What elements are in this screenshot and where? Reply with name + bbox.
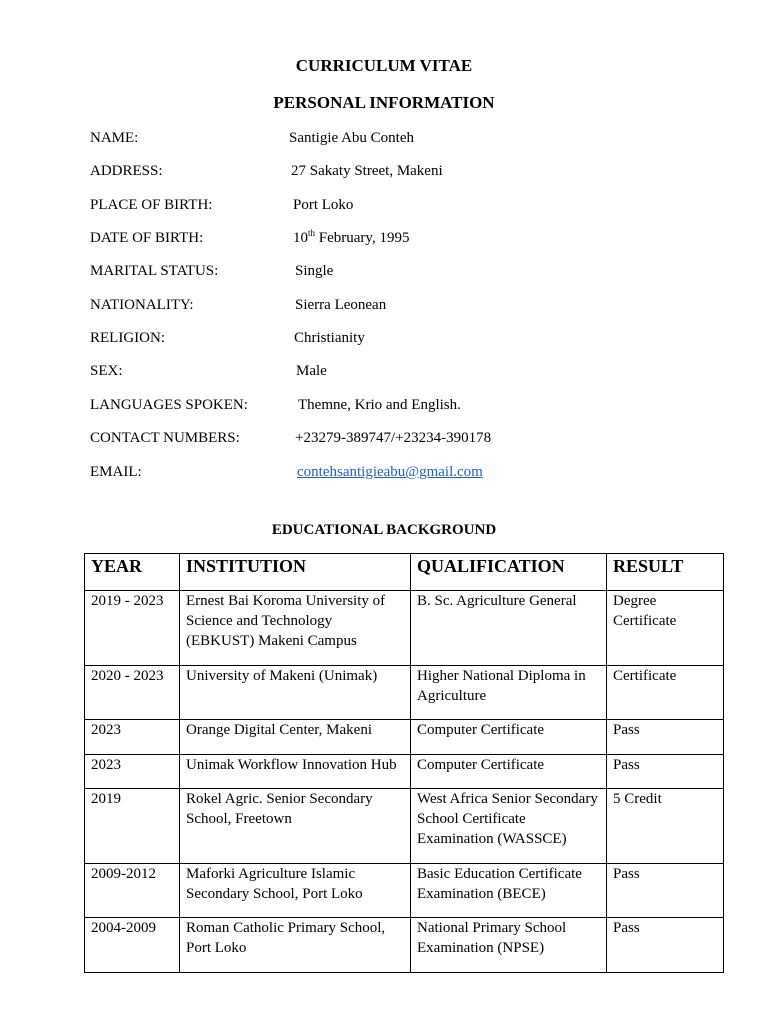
info-row-place-of-birth: [90, 195, 690, 215]
cell-year: 2004-2009: [85, 918, 180, 973]
table-header-row: [85, 554, 724, 591]
info-row-marital-status: [90, 261, 690, 281]
cell-institution: Maforki Agriculture Islamic Secondary School, Port Loko: [180, 864, 411, 918]
cell-qualification: Computer Certificate: [411, 755, 607, 789]
cell-institution: Rokel Agric. Senior Secondary School, Freetown: [180, 789, 411, 864]
personal-info-heading: PERSONAL INFORMATION: [273, 93, 495, 112]
cell-qualification: West Africa Senior Secondary School Certificate Examination (WASSCE): [411, 789, 607, 864]
info-label: EMAIL:: [90, 464, 142, 480]
info-row-name: [90, 128, 690, 148]
info-value: [293, 228, 409, 248]
info-row-contact-numbers: [90, 428, 690, 448]
info-row-religion: [90, 328, 690, 348]
cell-qualification: Basic Education Certificate Examination (BECE): [411, 864, 607, 918]
dob-ordinal: th: [308, 228, 316, 238]
cell-result: Certificate: [607, 666, 724, 720]
info-label: ADDRESS:: [90, 163, 163, 179]
table-row: [85, 591, 724, 666]
dob-day: 10: [293, 230, 308, 246]
info-row-email: [90, 462, 690, 482]
cell-result: Pass: [607, 755, 724, 789]
cell-result: Pass: [607, 720, 724, 755]
info-label: PLACE OF BIRTH:: [90, 197, 213, 213]
table-row: [85, 720, 724, 755]
info-value: Santigie Abu Conteh: [289, 130, 414, 146]
dob-rest: February, 1995: [315, 230, 410, 246]
info-label: RELIGION:: [90, 330, 165, 346]
cell-institution: University of Makeni (Unimak): [180, 666, 411, 720]
table-row: [85, 789, 724, 864]
info-value: Sierra Leonean: [295, 297, 387, 313]
cell-year: 2023: [85, 755, 180, 789]
info-value: Single: [295, 263, 334, 279]
info-label: NATIONALITY:: [90, 297, 194, 313]
table-row: [85, 918, 724, 973]
header-qualification: QUALIFICATION: [411, 554, 607, 591]
cell-result: Degree Certificate: [607, 591, 724, 666]
table-row: [85, 864, 724, 918]
header-result: RESULT: [607, 554, 724, 591]
info-label: DATE OF BIRTH:: [90, 230, 204, 246]
info-label: LANGUAGES SPOKEN:: [90, 397, 248, 413]
cell-year: 2023: [85, 720, 180, 755]
header-institution: INSTITUTION: [180, 554, 411, 591]
cell-year: 2009-2012: [85, 864, 180, 918]
email-link[interactable]: contehsantigieabu@gmail.com: [297, 464, 483, 480]
info-label: NAME:: [90, 130, 139, 146]
document-title: CURRICULUM VITAE: [295, 56, 473, 75]
info-value: 27 Sakaty Street, Makeni: [291, 163, 443, 179]
cell-qualification: Computer Certificate: [411, 720, 607, 755]
info-value: Themne, Krio and English.: [298, 397, 461, 413]
cell-year: 2019: [85, 789, 180, 864]
cell-institution: Unimak Workflow Innovation Hub: [180, 755, 411, 789]
cell-year: 2019 - 2023: [85, 591, 180, 666]
table-row: [85, 666, 724, 720]
cell-qualification: National Primary School Examination (NPSE): [411, 918, 607, 973]
info-row-address: [90, 161, 690, 181]
info-label: CONTACT NUMBERS:: [90, 430, 240, 446]
cell-institution: Ernest Bai Koroma University of Science and Technology (EBKUST) Makeni Campus: [180, 591, 411, 666]
cell-qualification: B. Sc. Agriculture General: [411, 591, 607, 666]
info-row-date-of-birth: [90, 228, 690, 248]
education-table: [84, 553, 724, 973]
cell-result: Pass: [607, 918, 724, 973]
cell-institution: Orange Digital Center, Makeni: [180, 720, 411, 755]
info-value: Male: [296, 363, 327, 379]
info-value: Port Loko: [293, 197, 354, 213]
info-value: +23279-389747/+23234-390178: [295, 430, 492, 446]
cell-institution: Roman Catholic Primary School, Port Loko: [180, 918, 411, 973]
info-row-languages: [90, 395, 690, 415]
info-value: Christianity: [294, 330, 365, 346]
education-heading: EDUCATIONAL BACKGROUND: [271, 522, 497, 538]
table-row: [85, 755, 724, 789]
cell-result: Pass: [607, 864, 724, 918]
info-row-sex: [90, 361, 690, 381]
info-label: SEX:: [90, 363, 123, 379]
cell-result: 5 Credit: [607, 789, 724, 864]
info-label: MARITAL STATUS:: [90, 263, 219, 279]
header-year: YEAR: [85, 554, 180, 591]
cell-year: 2020 - 2023: [85, 666, 180, 720]
info-row-nationality: [90, 295, 690, 315]
cell-qualification: Higher National Diploma in Agriculture: [411, 666, 607, 720]
